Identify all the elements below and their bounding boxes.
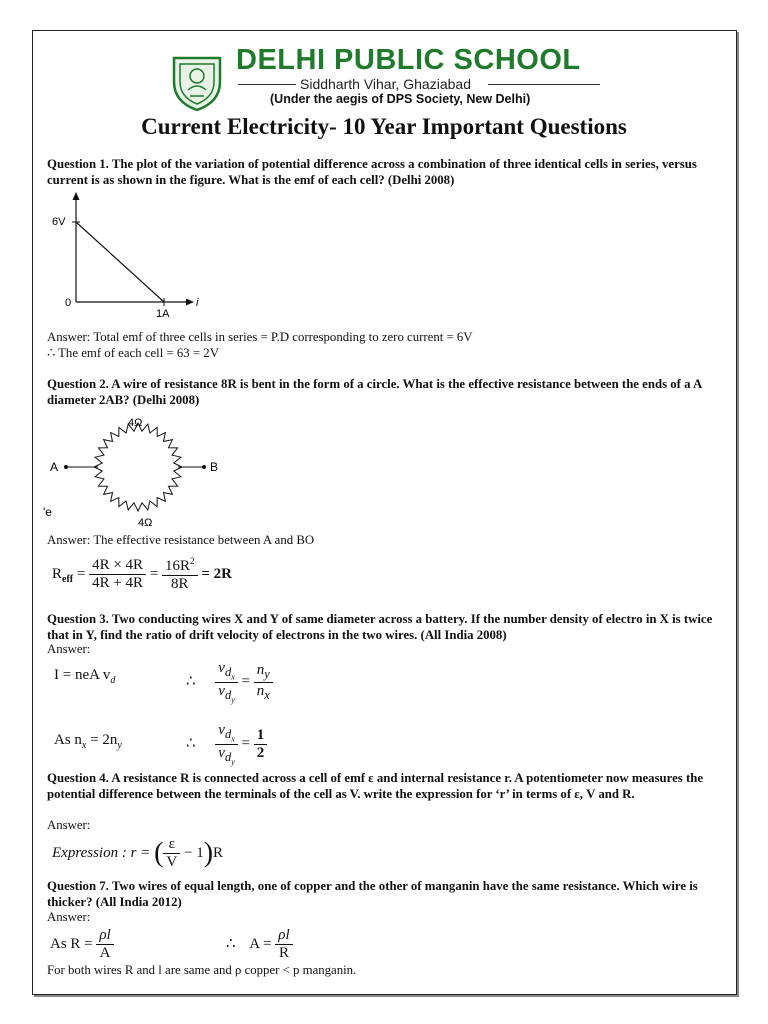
pd-line — [76, 222, 164, 302]
answer-2-line-1: Answer: The effective resistance between A and BO — [47, 533, 315, 547]
school-crest-icon — [166, 52, 228, 114]
answer-1-line-2: ∴ The emf of each cell = 63 = 2V — [47, 346, 219, 360]
school-name: DELHI PUBLIC SCHOOL — [236, 44, 581, 76]
branch-rule-left — [238, 84, 296, 85]
question-3: Question 3. Two conducting wires X and Y of same diameter across a battery. If the number density of electro in X is twice that in Y, find the ratio of drift velocity of electrons in the two wires. (All India 2008) — [47, 612, 713, 642]
area-formula: ∴ A = $\frac{\rho l}{R}$ — [226, 927, 293, 962]
top-resistance-label: 4Ω — [128, 417, 143, 429]
resistor-circle-figure — [44, 410, 244, 535]
node-b-label: B — [210, 460, 219, 474]
pd-current-graph — [48, 190, 218, 320]
answer-7-conclusion: For both wires R and l are same and ρ copper < p manganin. — [47, 963, 357, 977]
reff-equation: $R_{eff}$ = $\frac{4R \times 4R}{4R + 4R}$ = $\frac{16R^2}{8R}$ = 2R — [52, 556, 232, 592]
question-4: Question 4. A resistance R is connected across a cell of emf ε and internal resistance r. A potentiometer now measures the potential difference between the terminals of the cell as V. write the expression for ‘r’ in terms of ε, V and R. — [47, 771, 704, 801]
node-a-label: A — [50, 460, 59, 474]
origin-label: 0 — [65, 297, 72, 309]
document-title: Current Electricity- 10 Year Important Questions — [141, 114, 627, 139]
drift-ratio-eq: ∴ $\frac{v_{d_x}}{v_{d_y}}$ = $\frac{n_y}{n_x}$ — [186, 660, 273, 704]
question-7: Question 7. Two wires of equal length, one of copper and the other of manganin have the same resistance. Which wire is thicker? (All India 2012) — [47, 879, 698, 909]
x-axis-label: i — [196, 297, 199, 309]
answer-4-label: Answer: — [47, 818, 91, 832]
branch-rule-right — [488, 84, 600, 85]
answer-7-label: Answer: — [47, 910, 91, 924]
question-2: Question 2. A wire of resistance 8R is bent in the form of a circle. What is the effective resistance between the ends of a A diameter 2AB? (Delhi 2008) — [47, 377, 702, 407]
nx-relation-eq: As $n_x = 2n_y$ — [54, 732, 122, 751]
stray-label: 'e — [43, 505, 52, 519]
drift-current-eq: I = neA $v_d$ — [54, 667, 116, 686]
question-1: Question 1. The plot of the variation of potential difference across a combination of three identical cells in series, versus current is as shown in the figure. What is the emf of each cell? (Delhi 2008) — [47, 157, 697, 187]
y-tick-label: 6V — [52, 216, 66, 228]
zigzag-resistor-ring — [94, 423, 182, 511]
branch-name: Siddharth Vihar, Ghaziabad — [300, 76, 471, 92]
potentiometer-expression: Expression : r = ( $\frac{\varepsilon}{V}$ − 1)R — [52, 836, 224, 870]
x-tick-label: 1A — [156, 308, 170, 320]
answer-1-line-1: Answer: Total emf of three cells in series = P.D corresponding to zero current = 6V — [47, 330, 473, 344]
drift-ratio-result-eq: ∴ $\frac{v_{d_x}}{v_{d_y}}$ = $\frac{1}{2}$ — [186, 722, 267, 766]
resistance-formula: As R = $\frac{\rho l}{A}$ — [50, 927, 114, 962]
aegis-text: (Under the aegis of DPS Society, New Delhi) — [270, 92, 531, 106]
bottom-resistance-label: 4Ω — [138, 517, 153, 529]
answer-3-label: Answer: — [47, 642, 91, 656]
